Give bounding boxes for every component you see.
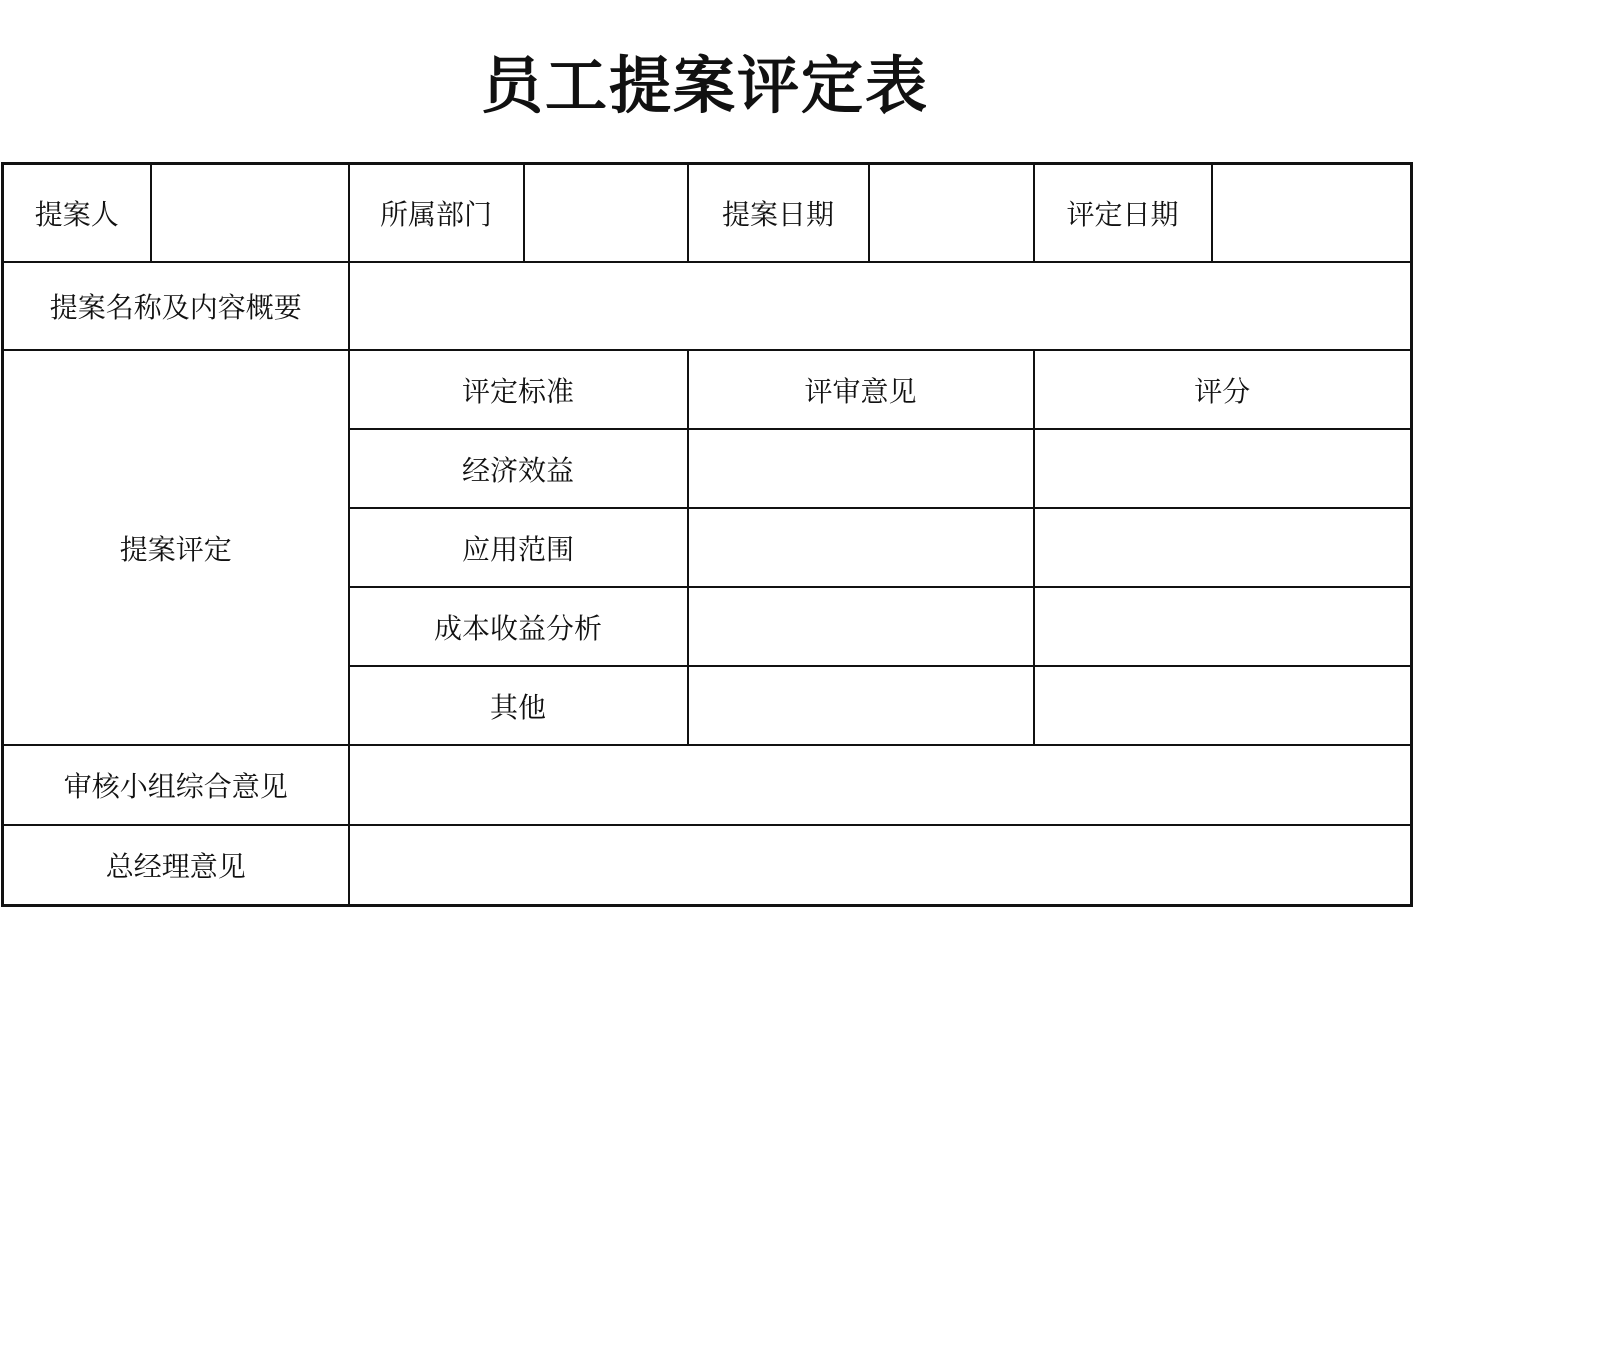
score-field[interactable] [1034,666,1412,745]
score-field[interactable] [1034,508,1412,587]
review-group-row [3,745,1412,825]
gm-opinion-row [3,825,1412,906]
opinion-field[interactable] [688,587,1034,666]
opinion-header: 评审意见 [688,350,1034,429]
gm-opinion-label: 总经理意见 [3,825,349,906]
score-field[interactable] [1034,587,1412,666]
proposer-field[interactable] [151,164,349,263]
review-group-label: 审核小组综合意见 [3,745,349,825]
department-label: 所属部门 [349,164,524,263]
proposer-label: 提案人 [3,164,151,263]
proposal-date-field[interactable] [869,164,1034,263]
opinion-field[interactable] [688,508,1034,587]
summary-label: 提案名称及内容概要 [3,262,349,350]
evaluation-date-field[interactable] [1212,164,1412,263]
gm-opinion-field[interactable] [349,825,1412,906]
evaluation-header-row [3,350,1412,429]
criterion-label: 其他 [349,666,688,745]
criterion-label: 经济效益 [349,429,688,508]
evaluation-date-label: 评定日期 [1034,164,1212,263]
score-header: 评分 [1034,350,1412,429]
document-title: 员工提案评定表 [480,49,929,122]
header-info-row [3,164,1412,263]
criterion-label: 应用范围 [349,508,688,587]
score-field[interactable] [1034,429,1412,508]
evaluation-section-label: 提案评定 [3,350,349,745]
summary-field[interactable] [349,262,1412,350]
department-field[interactable] [524,164,688,263]
proposal-date-label: 提案日期 [688,164,869,263]
summary-row [3,262,1412,350]
criterion-label: 成本收益分析 [349,587,688,666]
review-group-field[interactable] [349,745,1412,825]
opinion-field[interactable] [688,429,1034,508]
criteria-header: 评定标准 [349,350,688,429]
opinion-field[interactable] [688,666,1034,745]
proposal-evaluation-form [1,162,1413,907]
